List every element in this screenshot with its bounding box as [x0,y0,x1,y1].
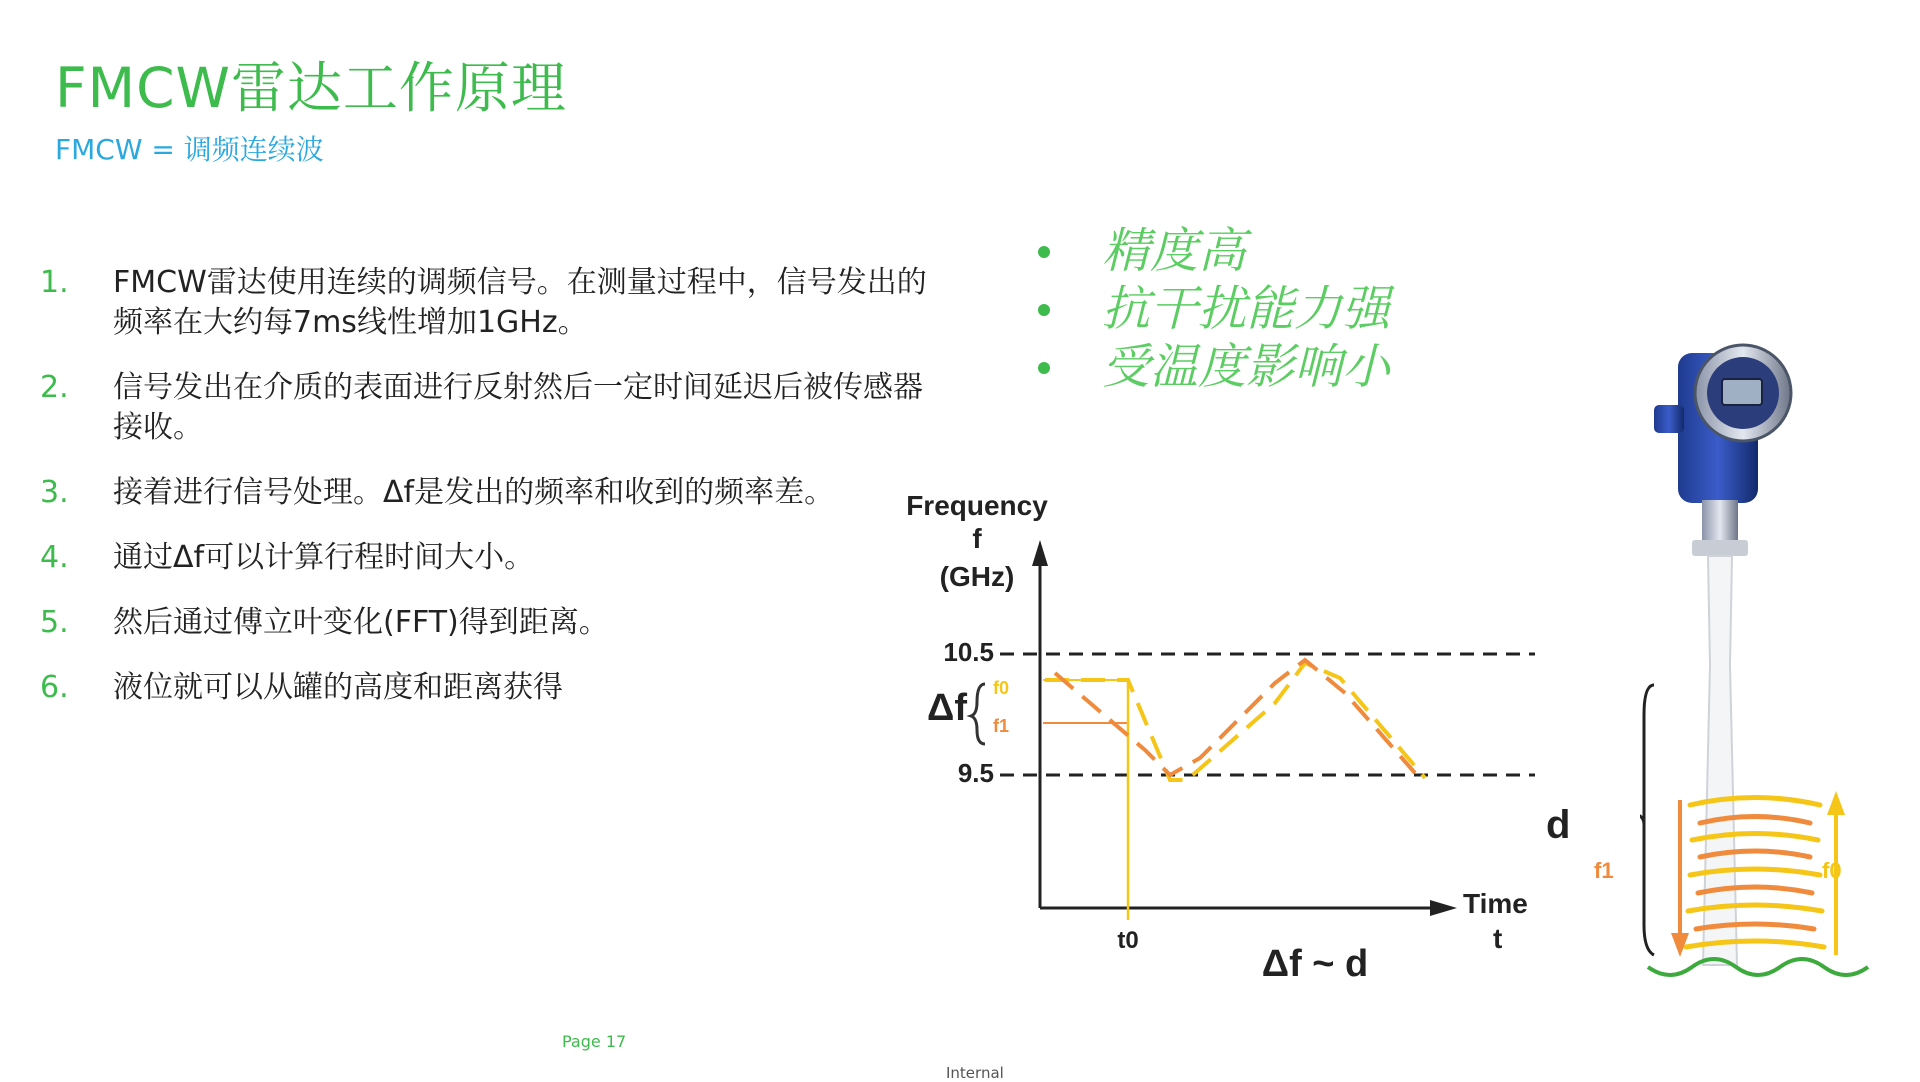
step-number: 2. [40,370,69,405]
x-axis-arrow-icon [1430,900,1457,916]
slide-title: FMCW雷达工作原理 [55,56,567,120]
step-item [40,263,940,343]
step-number: 4. [40,540,69,575]
y-axis-arrow-icon [1032,540,1048,566]
bullet-dot-icon [1038,362,1050,374]
step-item [40,538,940,578]
flange [1692,540,1748,556]
features-list [1036,222,1390,396]
wave-arc-yellow [1688,905,1822,911]
step-text: FMCW雷达使用连续的调频信号。在测量过程中，信号发出的频率在大约每7ms线性增加1GHz。 [113,265,927,340]
footer-classification: Internal [946,1064,1004,1082]
liquid-surface [1648,959,1868,975]
step-text: 接着进行信号处理。Δf是发出的频率和收到的频率差。 [113,475,835,510]
f0-marker-label: f0 [993,678,1010,698]
wave-arc-orange [1698,887,1812,893]
x-axis-title: Time [1463,888,1528,919]
step-item [40,473,940,513]
x-axis-symbol: t [1493,923,1503,954]
y-axis-symbol: f [972,523,982,554]
cable-gland [1654,405,1684,433]
step-text: 然后通过傅立叶变化(FFT)得到距离。 [113,605,609,640]
slide-subtitle: FMCW = 调频连续波 [55,133,324,166]
step-text: 通过Δf可以计算行程时间大小。 [113,540,535,575]
wave-arc-orange [1700,851,1810,857]
step-number: 5. [40,605,69,640]
device-f1-label: f1 [1594,858,1614,883]
step-item [40,603,940,643]
neck [1702,500,1738,545]
step-number: 1. [40,265,69,300]
device-f0-label: f0 [1822,858,1842,883]
feature-item [1036,222,1390,280]
fmcw-diagram [895,488,1550,993]
f1-marker-label: f1 [993,716,1010,736]
t0-label: t0 [1117,927,1139,954]
feature-item [1036,338,1390,396]
delta-f-label: Δf [927,687,967,729]
return-arrow-icon [1827,791,1845,815]
wave-arc-orange [1700,817,1810,824]
feature-text: 抗干扰能力强 [1102,281,1391,337]
wave-arc-yellow [1686,941,1824,947]
relation-label: Δf ~ d [1261,943,1369,985]
feature-text: 精度高 [1102,223,1247,279]
tick-label-low: 9.5 [957,758,994,788]
device-distance-label: d [1546,803,1571,847]
steps-list [40,263,940,733]
step-item [40,368,940,448]
delta-f-brace [971,684,985,744]
step-number: 3. [40,475,69,510]
y-axis-title: Frequency [906,490,1048,521]
display-screen-icon [1722,379,1762,405]
bullet-dot-icon [1038,246,1050,258]
radar-transmitter-illustration [1640,335,1885,985]
feature-item [1036,280,1390,338]
tick-label-high: 10.5 [943,637,994,667]
receive-signal-line [1055,660,1415,775]
bullet-dot-icon [1038,304,1050,316]
step-text: 液位就可以从罐的高度和距离获得 [113,670,563,705]
wave-arc-yellow [1690,869,1820,875]
distance-brace [1644,685,1654,955]
step-text: 信号发出在介质的表面进行反射然后一定时间延迟后被传感器接收。 [113,370,923,445]
wave-arc-orange [1696,924,1814,929]
page-number: Page 17 [562,1032,627,1051]
feature-text: 受温度影响小 [1102,339,1391,395]
wave-arc-yellow [1692,834,1818,841]
step-number: 6. [40,670,69,705]
step-item [40,668,940,708]
y-axis-unit: (GHz) [939,561,1015,592]
